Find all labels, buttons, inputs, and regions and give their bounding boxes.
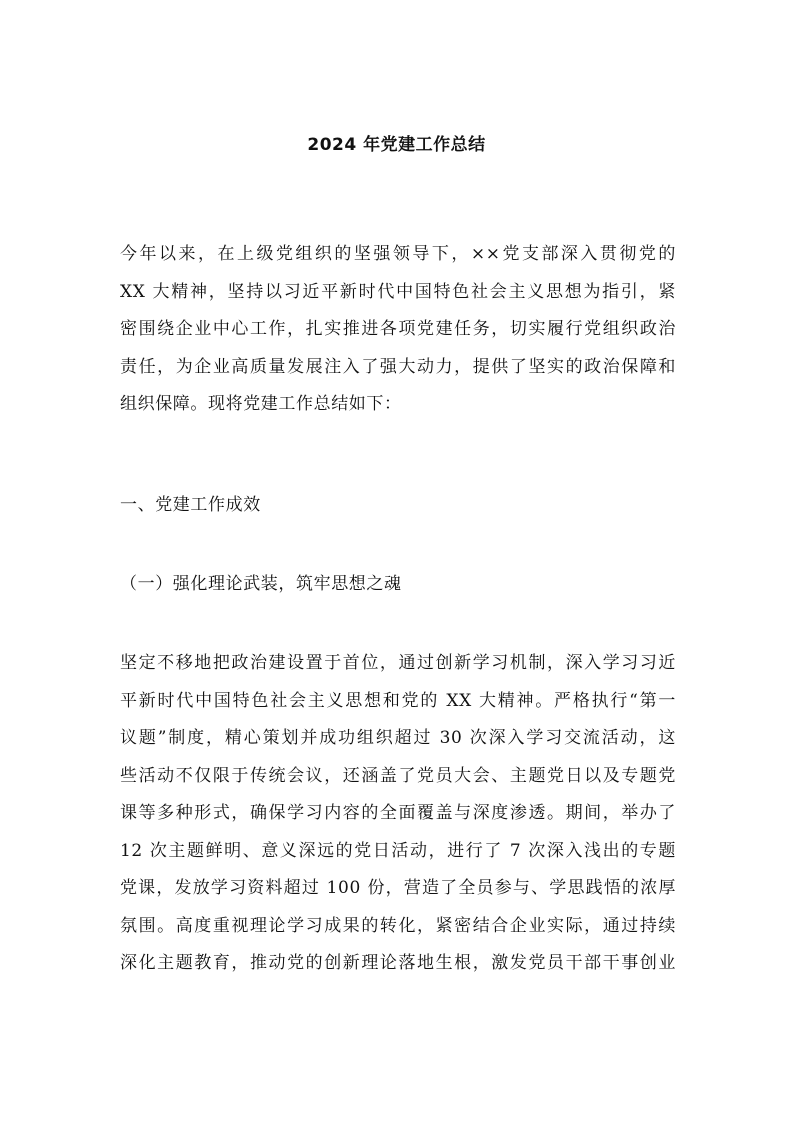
paragraph-line: 些活动不仅限于传统会议，还涵盖了党员大会、主题党日以及专题党 — [120, 765, 676, 786]
paragraph-line: 坚定不移地把政治建设置于首位，通过创新学习机制，深入学习习近 — [120, 653, 676, 673]
intro-line: 组织保障。现将党建工作总结如下： — [120, 394, 402, 414]
section-heading: 一、党建工作成效 — [120, 495, 261, 515]
paragraph-line: 12 次主题鲜明、意义深远的党日活动，进行了 7 次深入浅出的专题 — [120, 840, 676, 861]
paragraph-line: 课等多种形式，确保学习内容的全面覆盖与深度渗透。期间，举办了 — [120, 803, 676, 823]
subsection-heading: （一）强化理论武装，筑牢思想之魂 — [120, 574, 402, 594]
paragraph-line: 深化主题教育，推动党的创新理论落地生根，激发党员干部干事创业 — [120, 953, 676, 973]
paragraph-line: 氛围。高度重视理论学习成果的转化，紧密结合企业实际，通过持续 — [120, 915, 676, 936]
document-title: 2024 年党建工作总结 — [307, 135, 486, 155]
intro-paragraph — [120, 236, 676, 424]
intro-line: 密围绕企业中心工作，扎实推进各项党建任务，切实履行党组织政治 — [120, 319, 676, 339]
paragraph-line: 平新时代中国特色社会主义思想和党的 XX 大精神。严格执行“第一 — [120, 690, 676, 711]
intro-line: 责任，为企业高质量发展注入了强大动力，提供了坚实的政治保障和 — [120, 356, 676, 377]
body-paragraph — [120, 645, 676, 983]
paragraph-line: 党课，发放学习资料超过 100 份，营造了全员参与、学思践悟的浓厚 — [120, 878, 676, 898]
intro-line: XX 大精神，坚持以习近平新时代中国特色社会主义思想为指引，紧 — [120, 281, 676, 302]
paragraph-line: 议题”制度，精心策划并成功组织超过 30 次深入学习交流活动，这 — [120, 728, 676, 748]
intro-line: 今年以来，在上级党组织的坚强领导下，××党支部深入贯彻党的 — [120, 244, 676, 264]
